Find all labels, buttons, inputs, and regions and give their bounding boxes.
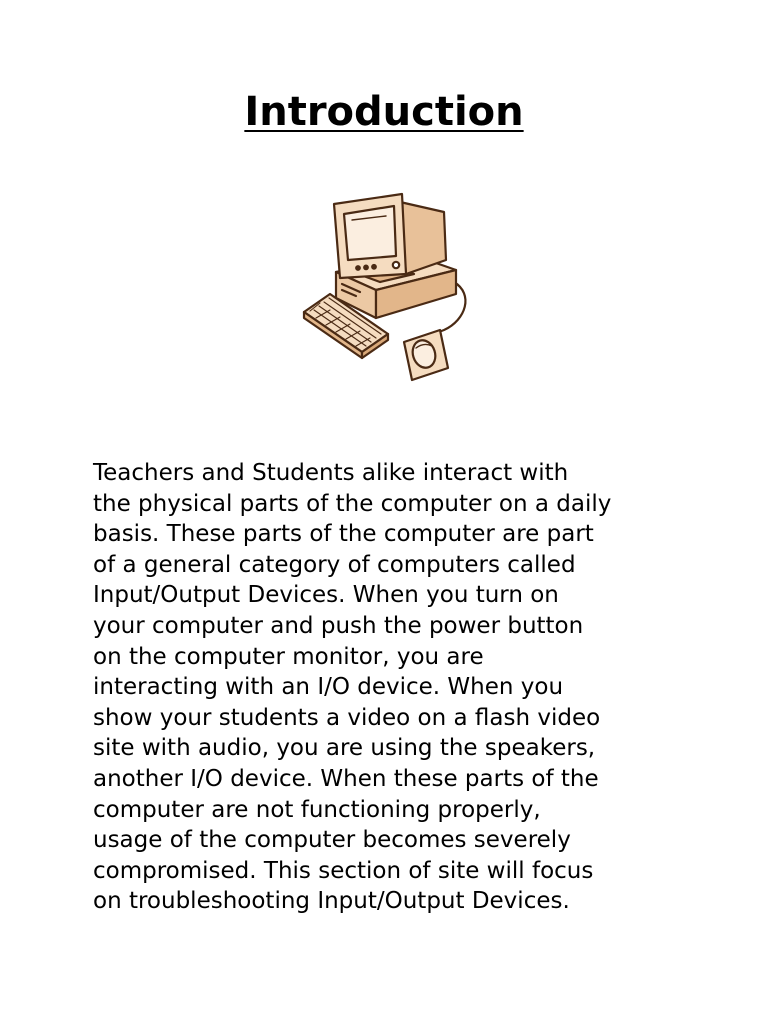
page-title bbox=[0, 84, 768, 140]
computer-clipart-icon bbox=[296, 190, 476, 382]
intro-paragraph: Teachers and Students alike interact with the physical parts of the computer on a daily basis. These parts of the computer are part of a general category of computers called Input/Output Devices. When you turn on your computer and push the power button on the computer monitor, you are interacting with an I/O device. When you show your students a video on a flash video site with audio, you are using the speakers, another I/O device. When these parts of the computer are not functioning properly, usage of the computer becomes severely compromised. This section of site will focus on troubleshooting Input/Output Devices. bbox=[93, 460, 612, 915]
page-title-text: Introduction bbox=[244, 89, 524, 135]
